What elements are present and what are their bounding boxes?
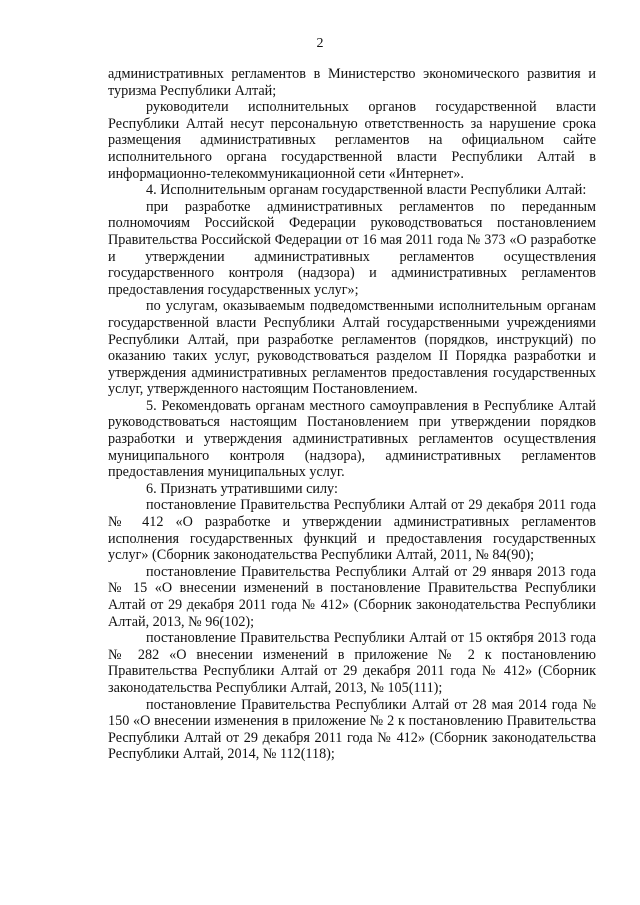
paragraph-federal-powers: при разработке административных регламентов по переданным полномочиям Российской Федерации руководствоваться постановлением Правительства Российской Федерации от 16 мая 2011 года № 373 «О разработке и утверждении административных регламентов осуществления государственного контроля (надзора) и административных регламентов предоставления государственных услуг»; bbox=[108, 198, 596, 298]
paragraph-responsibility: руководители исполнительных органов государственной власти Республики Алтай несут персональную ответственность за нарушение срока размещения административных регламентов на официальном сайте исполнительного органа государственной власти Республики Алтай в информационно-телекоммуникационной сети «Интернет». bbox=[108, 99, 596, 182]
paragraph-item-6: 6. Признать утратившими силу: bbox=[146, 480, 338, 497]
paragraph-repealed-2014-150: постановление Правительства Республики Алтай от 28 мая 2014 года № 150 «О внесении изменения в приложение № 2 к постановлению Правительства Республики Алтай от 29 декабря 2011 года № 412» (Сборник законодательства Республики Алтай, 2014, № 112(118); bbox=[108, 696, 596, 763]
paragraph-item-4: 4. Исполнительным органам государственной власти Республики Алтай: bbox=[146, 182, 587, 199]
document-body bbox=[108, 66, 596, 763]
paragraph-item-5: 5. Рекомендовать органам местного самоуправления в Республике Алтай руководствоваться настоящим Постановлением при утверждении порядков разработки и утверждения административных регламентов осуществления муниципального контроля (надзора), административных регламентов предоставления муниципальных услуг. bbox=[108, 397, 596, 481]
paragraph-repealed-2013-282: постановление Правительства Республики Алтай от 15 октября 2013 года № 282 «О внесении изменений в приложение № 2 к постановлению Правительства Республики Алтай от 29 декабря 2011 года № 412» (Сборник законодательства Республики Алтай, 2013, № 105(111); bbox=[108, 630, 596, 696]
page-number: 2 bbox=[316, 36, 324, 51]
paragraph-repealed-2013-15: постановление Правительства Республики Алтай от 29 января 2013 года № 15 «О внесении изменений в постановление Правительства Республики Алтай от 29 декабря 2011 года № 412» (Сборник законодательства Республики Алтай, 2013, № 96(102); bbox=[108, 563, 596, 630]
paragraph-repealed-2011-412: постановление Правительства Республики Алтай от 29 декабря 2011 года № 412 «О разработке и утверждении административных регламентов исполнения государственных функций и предоставления государственных услуг» (Сборник законодательства Республики Алтай, 2011, № 84(90); bbox=[108, 497, 596, 564]
paragraph-subordinate-services: по услугам, оказываемым подведомственными исполнительным органам государственной власти Республики Алтай государственными учреждениями Республики Алтай, при разработке регламентов (порядков, инструкций) по оказанию таких услуг, руководствоваться разделом II Порядка разработки и утверждения административных регламентов предоставления государственных услуг, утвержденного настоящим Постановлением. bbox=[108, 298, 596, 398]
paragraph-continuation: административных регламентов в Министерство экономического развития и туризма Республики Алтай; bbox=[108, 66, 596, 99]
